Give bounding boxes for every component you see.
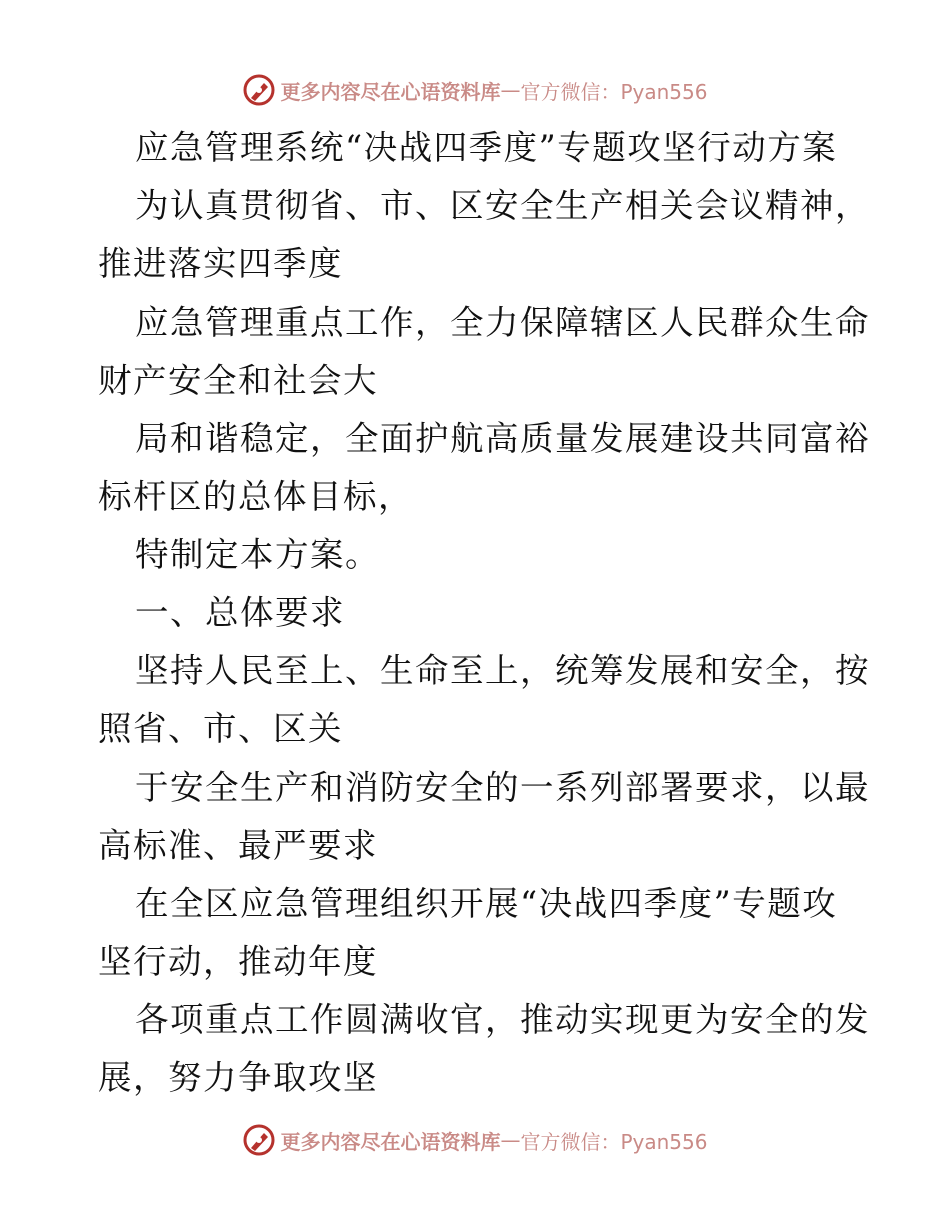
document-title: 应急管理系统“决战四季度”专题攻坚行动方案 <box>135 128 838 167</box>
pen-logo-icon <box>242 1123 276 1157</box>
paragraph-line: 照省、市、区关 <box>98 709 343 748</box>
watermark-brand-text: 更多内容尽在心语资料库 <box>280 79 501 104</box>
paragraph-line: 财产安全和社会大 <box>98 361 378 400</box>
paragraph-line: 各项重点工作圆满收官，推动实现更为安全的发 <box>135 1000 870 1039</box>
section-heading: 一、总体要求 <box>135 593 345 632</box>
header-watermark <box>0 70 950 110</box>
watermark-brand-text: 更多内容尽在心语资料库 <box>280 1129 501 1154</box>
watermark-wechat-text: 官方微信：Pyan556 <box>520 79 708 104</box>
paragraph-line: 坚行动，推动年度 <box>98 942 378 981</box>
paragraph-line: 推进落实四季度 <box>98 244 343 283</box>
paragraph-line: 在全区应急管理组织开展“决战四季度”专题攻 <box>135 884 838 923</box>
paragraph-line: 坚持人民至上、生命至上，统筹发展和安全，按 <box>135 651 870 690</box>
watermark-dash: — <box>500 78 521 102</box>
paragraph-line: 特制定本方案。 <box>135 535 380 574</box>
footer-watermark <box>0 1120 950 1160</box>
paragraph-line: 应急管理重点工作，全力保障辖区人民群众生命 <box>135 303 870 342</box>
pen-logo-icon <box>242 73 276 107</box>
paragraph-line: 于安全生产和消防安全的一系列部署要求，以最 <box>135 768 870 807</box>
paragraph-line: 局和谐稳定，全面护航高质量发展建设共同富裕 <box>135 419 870 458</box>
watermark-dash: — <box>500 1128 521 1152</box>
paragraph-line: 为认真贯彻省、市、区安全生产相关会议精神， <box>135 186 870 225</box>
paragraph-line: 高标准、最严要求 <box>98 826 378 865</box>
paragraph-line: 标杆区的总体目标， <box>98 477 413 516</box>
paragraph-line: 展，努力争取攻坚 <box>98 1058 378 1097</box>
watermark-wechat-text: 官方微信：Pyan556 <box>520 1129 708 1154</box>
